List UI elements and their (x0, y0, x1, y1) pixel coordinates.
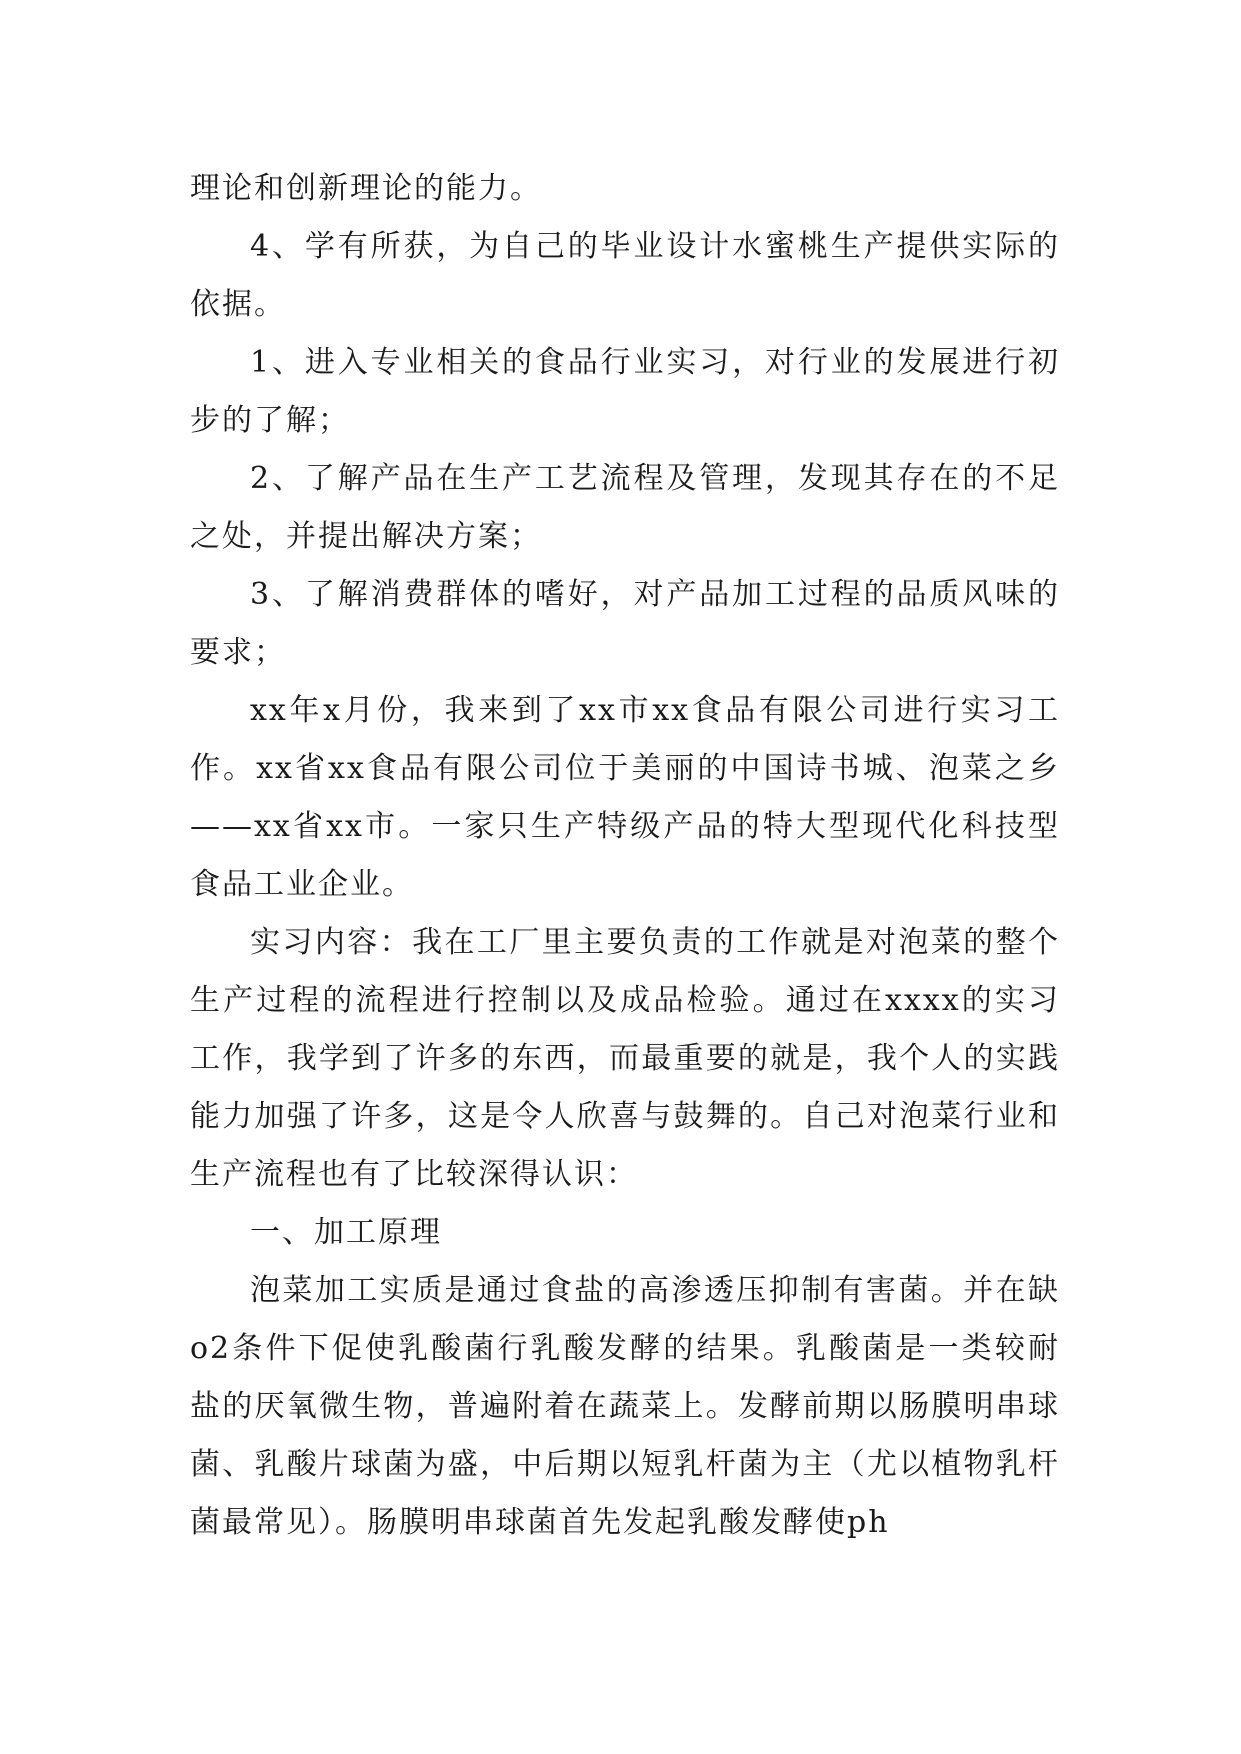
paragraph: 4、学有所获，为自己的毕业设计水蜜桃生产提供实际的依据。 (190, 229, 1060, 322)
paragraph: 泡菜加工实质是通过食盐的高渗透压抑制有害菌。并在缺o2条件下促使乳酸菌行乳酸发酵的结果。乳酸菌是一类较耐盐的厌氧微生物，普遍附着在蔬菜上。发酵前期以肠膜明串球菌、乳酸片球菌为盛，中后期以短乳杆菌为主（尤以植物乳杆菌最常见）。肠膜明串球菌首先发起乳酸发酵使ph (190, 1273, 1060, 1540)
document-body (190, 160, 1060, 1552)
section-heading: 一、加工原理 (250, 1215, 442, 1250)
paragraph: 2、了解产品在生产工艺流程及管理，发现其存在的不足之处，并提出解决方案； (190, 461, 1060, 554)
paragraph: xx年x月份，我来到了xx市xx食品有限公司进行实习工作。xx省xx食品有限公司位于美丽的中国诗书城、泡菜之乡——xx省xx市。一家只生产特级产品的特大型现代化科技型食品工业企业。 (190, 693, 1060, 902)
paragraph: 理论和创新理论的能力。 (190, 171, 542, 206)
paragraph: 实习内容：我在工厂里主要负责的工作就是对泡菜的整个生产过程的流程进行控制以及成品检验。通过在xxxx的实习工作，我学到了许多的东西，而最重要的就是，我个人的实践能力加强了许多，这是令人欣喜与鼓舞的。自己对泡菜行业和生产流程也有了比较深得认识： (190, 925, 1060, 1192)
paragraph: 1、进入专业相关的食品行业实习，对行业的发展进行初步的了解； (190, 345, 1060, 438)
paragraph: 3、了解消费群体的嗜好，对产品加工过程的品质风味的要求； (190, 577, 1060, 670)
